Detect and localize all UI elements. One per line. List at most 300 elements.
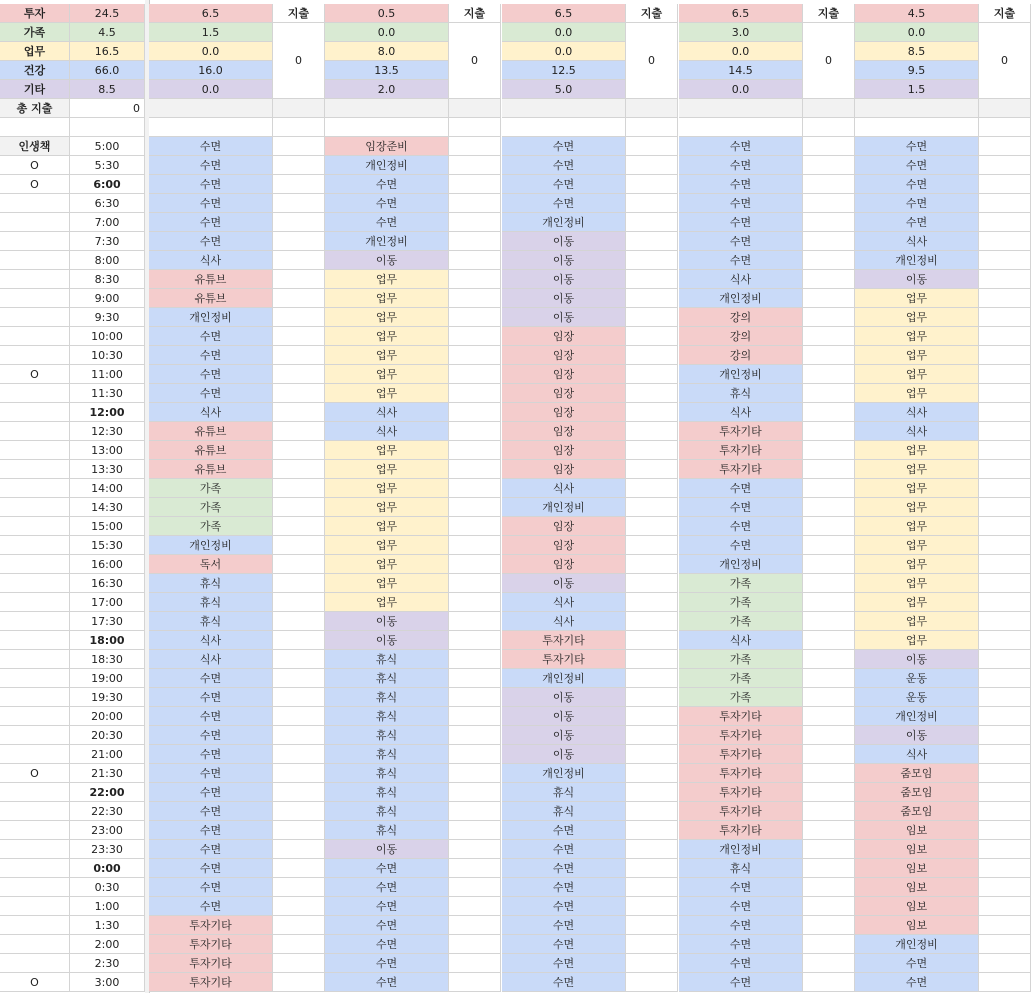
expense-cell-day-4[interactable] <box>979 270 1031 289</box>
activity-cell-day-1[interactable]: 업무 <box>325 365 449 384</box>
expense-cell-day-2[interactable] <box>626 308 678 327</box>
activity-cell-day-2[interactable]: 이동 <box>502 251 626 270</box>
activity-cell-day-2[interactable]: 임장 <box>502 536 626 555</box>
expense-cell-day-4[interactable] <box>979 536 1031 555</box>
activity-cell-day-2[interactable]: 이동 <box>502 707 626 726</box>
expense-cell-day-0[interactable] <box>273 270 325 289</box>
life-book-mark[interactable] <box>0 612 70 631</box>
activity-cell-day-1[interactable]: 업무 <box>325 574 449 593</box>
activity-cell-day-2[interactable]: 이동 <box>502 232 626 251</box>
activity-cell-day-2[interactable]: 수면 <box>502 859 626 878</box>
day-3-category-2[interactable]: 0.0 <box>679 42 803 61</box>
time-slot[interactable]: 18:30 <box>70 650 145 669</box>
expense-cell-day-4[interactable] <box>979 327 1031 346</box>
expense-cell-day-0[interactable] <box>273 783 325 802</box>
expense-cell-day-1[interactable] <box>449 213 501 232</box>
expense-cell-day-2[interactable] <box>626 593 678 612</box>
activity-cell-day-3[interactable]: 개인정비 <box>679 289 803 308</box>
expense-cell-day-3[interactable] <box>803 536 855 555</box>
activity-cell-day-1[interactable]: 수면 <box>325 897 449 916</box>
activity-cell-day-1[interactable]: 수면 <box>325 916 449 935</box>
expense-cell-day-0[interactable] <box>273 498 325 517</box>
expense-cell-day-3[interactable] <box>803 612 855 631</box>
category-label-4[interactable]: 기타 <box>0 80 70 99</box>
activity-cell-day-2[interactable]: 수면 <box>502 973 626 992</box>
activity-cell-day-2[interactable]: 이동 <box>502 574 626 593</box>
expense-cell-day-2[interactable] <box>626 346 678 365</box>
activity-cell-day-4[interactable]: 업무 <box>855 498 979 517</box>
activity-cell-day-1[interactable]: 업무 <box>325 289 449 308</box>
expense-cell-day-3[interactable] <box>803 669 855 688</box>
expense-cell-day-4[interactable] <box>979 175 1031 194</box>
activity-cell-day-2[interactable]: 수면 <box>502 194 626 213</box>
activity-cell-day-2[interactable]: 이동 <box>502 289 626 308</box>
activity-cell-day-1[interactable]: 휴식 <box>325 821 449 840</box>
expense-cell-day-2[interactable] <box>626 517 678 536</box>
life-book-mark[interactable] <box>0 935 70 954</box>
expense-cell-day-0[interactable] <box>273 650 325 669</box>
activity-cell-day-4[interactable]: 업무 <box>855 308 979 327</box>
life-book-mark[interactable] <box>0 916 70 935</box>
expense-cell-day-0[interactable] <box>273 821 325 840</box>
activity-cell-day-4[interactable]: 개인정비 <box>855 935 979 954</box>
activity-cell-day-2[interactable]: 이동 <box>502 308 626 327</box>
total-expense-value[interactable]: 0 <box>70 99 145 118</box>
total-expense-empty-exp-2[interactable] <box>626 99 678 118</box>
activity-cell-day-3[interactable]: 투자기타 <box>679 745 803 764</box>
expense-cell-day-2[interactable] <box>626 821 678 840</box>
expense-cell-day-1[interactable] <box>449 194 501 213</box>
expense-cell-day-0[interactable] <box>273 403 325 422</box>
life-book-mark[interactable] <box>0 194 70 213</box>
expense-cell-day-3[interactable] <box>803 878 855 897</box>
activity-cell-day-2[interactable]: 임장 <box>502 403 626 422</box>
expense-cell-day-0[interactable] <box>273 479 325 498</box>
category-total-2[interactable]: 16.5 <box>70 42 145 61</box>
activity-cell-day-1[interactable]: 업무 <box>325 593 449 612</box>
expense-cell-day-3[interactable] <box>803 954 855 973</box>
life-book-mark[interactable] <box>0 707 70 726</box>
time-slot[interactable]: 16:00 <box>70 555 145 574</box>
category-label-1[interactable]: 가족 <box>0 23 70 42</box>
expense-cell-day-3[interactable] <box>803 289 855 308</box>
activity-cell-day-2[interactable]: 수면 <box>502 878 626 897</box>
activity-cell-day-3[interactable]: 식사 <box>679 631 803 650</box>
expense-cell-day-4[interactable] <box>979 935 1031 954</box>
blank-act-2[interactable] <box>502 118 626 137</box>
activity-cell-day-3[interactable]: 투자기타 <box>679 441 803 460</box>
activity-cell-day-1[interactable]: 식사 <box>325 403 449 422</box>
expense-cell-day-0[interactable] <box>273 916 325 935</box>
expense-cell-day-3[interactable] <box>803 859 855 878</box>
activity-cell-day-1[interactable]: 수면 <box>325 935 449 954</box>
activity-cell-day-0[interactable]: 식사 <box>149 403 273 422</box>
activity-cell-day-4[interactable]: 수면 <box>855 213 979 232</box>
expense-cell-day-0[interactable] <box>273 973 325 992</box>
time-slot[interactable]: 9:30 <box>70 308 145 327</box>
activity-cell-day-1[interactable]: 수면 <box>325 213 449 232</box>
expense-cell-day-0[interactable] <box>273 612 325 631</box>
activity-cell-day-1[interactable]: 수면 <box>325 175 449 194</box>
life-book-mark[interactable] <box>0 593 70 612</box>
expense-cell-day-0[interactable] <box>273 289 325 308</box>
expense-cell-day-0[interactable] <box>273 156 325 175</box>
activity-cell-day-1[interactable]: 업무 <box>325 479 449 498</box>
expense-cell-day-3[interactable] <box>803 802 855 821</box>
activity-cell-day-1[interactable]: 업무 <box>325 270 449 289</box>
expense-cell-day-4[interactable] <box>979 897 1031 916</box>
activity-cell-day-4[interactable]: 개인정비 <box>855 707 979 726</box>
expense-cell-day-3[interactable] <box>803 270 855 289</box>
expense-cell-day-3[interactable] <box>803 403 855 422</box>
time-slot[interactable]: 18:00 <box>70 631 145 650</box>
expense-cell-day-1[interactable] <box>449 650 501 669</box>
activity-cell-day-1[interactable]: 수면 <box>325 954 449 973</box>
activity-cell-day-1[interactable]: 업무 <box>325 441 449 460</box>
activity-cell-day-3[interactable]: 식사 <box>679 270 803 289</box>
time-slot[interactable]: 6:30 <box>70 194 145 213</box>
expense-cell-day-3[interactable] <box>803 840 855 859</box>
expense-value-2[interactable]: 0 <box>626 23 678 99</box>
expense-cell-day-4[interactable] <box>979 574 1031 593</box>
expense-cell-day-3[interactable] <box>803 555 855 574</box>
activity-cell-day-4[interactable]: 수면 <box>855 137 979 156</box>
activity-cell-day-2[interactable]: 이동 <box>502 688 626 707</box>
activity-cell-day-3[interactable]: 수면 <box>679 194 803 213</box>
category-total-3[interactable]: 66.0 <box>70 61 145 80</box>
activity-cell-day-1[interactable]: 개인정비 <box>325 156 449 175</box>
activity-cell-day-3[interactable]: 가족 <box>679 688 803 707</box>
activity-cell-day-3[interactable]: 수면 <box>679 213 803 232</box>
expense-cell-day-2[interactable] <box>626 745 678 764</box>
activity-cell-day-0[interactable]: 유튜브 <box>149 441 273 460</box>
expense-cell-day-1[interactable] <box>449 498 501 517</box>
expense-cell-day-1[interactable] <box>449 631 501 650</box>
expense-cell-day-1[interactable] <box>449 365 501 384</box>
life-book-mark[interactable] <box>0 802 70 821</box>
day-2-category-1[interactable]: 0.0 <box>502 23 626 42</box>
expense-cell-day-2[interactable] <box>626 878 678 897</box>
expense-cell-day-4[interactable] <box>979 726 1031 745</box>
time-slot[interactable]: 5:00 <box>70 137 145 156</box>
time-slot[interactable]: 8:00 <box>70 251 145 270</box>
activity-cell-day-2[interactable]: 임장 <box>502 441 626 460</box>
activity-cell-day-4[interactable]: 이동 <box>855 650 979 669</box>
expense-cell-day-2[interactable] <box>626 460 678 479</box>
life-book-mark[interactable] <box>0 897 70 916</box>
expense-cell-day-2[interactable] <box>626 232 678 251</box>
activity-cell-day-3[interactable]: 수면 <box>679 916 803 935</box>
expense-cell-day-2[interactable] <box>626 802 678 821</box>
activity-cell-day-3[interactable]: 수면 <box>679 935 803 954</box>
activity-cell-day-3[interactable]: 가족 <box>679 574 803 593</box>
activity-cell-day-2[interactable]: 투자기타 <box>502 631 626 650</box>
expense-cell-day-1[interactable] <box>449 384 501 403</box>
expense-cell-day-1[interactable] <box>449 289 501 308</box>
life-book-mark[interactable] <box>0 384 70 403</box>
category-total-1[interactable]: 4.5 <box>70 23 145 42</box>
expense-cell-day-2[interactable] <box>626 327 678 346</box>
activity-cell-day-3[interactable]: 수면 <box>679 137 803 156</box>
time-slot[interactable]: 19:30 <box>70 688 145 707</box>
expense-cell-day-4[interactable] <box>979 916 1031 935</box>
expense-cell-day-1[interactable] <box>449 821 501 840</box>
expense-cell-day-4[interactable] <box>979 821 1031 840</box>
day-1-category-4[interactable]: 2.0 <box>325 80 449 99</box>
activity-cell-day-0[interactable]: 가족 <box>149 479 273 498</box>
time-slot[interactable]: 8:30 <box>70 270 145 289</box>
expense-cell-day-4[interactable] <box>979 346 1031 365</box>
expense-cell-day-1[interactable] <box>449 859 501 878</box>
time-slot[interactable]: 2:30 <box>70 954 145 973</box>
blank-exp-3[interactable] <box>803 118 855 137</box>
time-slot[interactable]: 1:00 <box>70 897 145 916</box>
expense-cell-day-4[interactable] <box>979 859 1031 878</box>
activity-cell-day-2[interactable]: 임장 <box>502 384 626 403</box>
activity-cell-day-0[interactable]: 가족 <box>149 498 273 517</box>
time-slot[interactable]: 21:00 <box>70 745 145 764</box>
time-slot[interactable]: 12:30 <box>70 422 145 441</box>
activity-cell-day-2[interactable]: 임장 <box>502 422 626 441</box>
activity-cell-day-1[interactable]: 업무 <box>325 536 449 555</box>
expense-cell-day-3[interactable] <box>803 764 855 783</box>
expense-cell-day-0[interactable] <box>273 593 325 612</box>
expense-cell-day-3[interactable] <box>803 156 855 175</box>
activity-cell-day-3[interactable]: 투자기타 <box>679 460 803 479</box>
life-book-mark[interactable]: O <box>0 156 70 175</box>
blank-exp-2[interactable] <box>626 118 678 137</box>
life-book-mark[interactable] <box>0 574 70 593</box>
activity-cell-day-1[interactable]: 휴식 <box>325 802 449 821</box>
day-3-category-1[interactable]: 3.0 <box>679 23 803 42</box>
total-expense-empty-exp-3[interactable] <box>803 99 855 118</box>
expense-cell-day-4[interactable] <box>979 156 1031 175</box>
time-slot[interactable]: 7:00 <box>70 213 145 232</box>
expense-cell-day-4[interactable] <box>979 422 1031 441</box>
blank-row-a[interactable] <box>0 118 70 137</box>
expense-cell-day-1[interactable] <box>449 137 501 156</box>
activity-cell-day-4[interactable]: 줌모임 <box>855 802 979 821</box>
activity-cell-day-1[interactable]: 수면 <box>325 973 449 992</box>
life-book-mark[interactable] <box>0 878 70 897</box>
time-slot[interactable]: 3:00 <box>70 973 145 992</box>
expense-cell-day-1[interactable] <box>449 707 501 726</box>
expense-cell-day-2[interactable] <box>626 194 678 213</box>
activity-cell-day-4[interactable]: 이동 <box>855 270 979 289</box>
expense-cell-day-2[interactable] <box>626 251 678 270</box>
day-1-category-1[interactable]: 0.0 <box>325 23 449 42</box>
expense-cell-day-2[interactable] <box>626 536 678 555</box>
activity-cell-day-1[interactable]: 이동 <box>325 251 449 270</box>
activity-cell-day-0[interactable]: 수면 <box>149 859 273 878</box>
expense-cell-day-2[interactable] <box>626 384 678 403</box>
activity-cell-day-1[interactable]: 업무 <box>325 327 449 346</box>
day-2-category-3[interactable]: 12.5 <box>502 61 626 80</box>
category-label-3[interactable]: 건강 <box>0 61 70 80</box>
expense-cell-day-1[interactable] <box>449 441 501 460</box>
expense-cell-day-3[interactable] <box>803 422 855 441</box>
activity-cell-day-2[interactable]: 수면 <box>502 954 626 973</box>
life-book-mark[interactable]: O <box>0 365 70 384</box>
time-slot[interactable]: 13:30 <box>70 460 145 479</box>
expense-cell-day-4[interactable] <box>979 441 1031 460</box>
expense-cell-day-1[interactable] <box>449 175 501 194</box>
time-slot[interactable]: 20:00 <box>70 707 145 726</box>
expense-cell-day-0[interactable] <box>273 897 325 916</box>
expense-cell-day-3[interactable] <box>803 897 855 916</box>
expense-cell-day-0[interactable] <box>273 707 325 726</box>
blank-row-b[interactable] <box>70 118 145 137</box>
life-book-mark[interactable] <box>0 840 70 859</box>
expense-cell-day-3[interactable] <box>803 783 855 802</box>
expense-cell-day-2[interactable] <box>626 403 678 422</box>
expense-cell-day-4[interactable] <box>979 631 1031 650</box>
activity-cell-day-3[interactable]: 식사 <box>679 403 803 422</box>
time-slot[interactable]: 15:30 <box>70 536 145 555</box>
activity-cell-day-1[interactable]: 수면 <box>325 859 449 878</box>
expense-cell-day-3[interactable] <box>803 650 855 669</box>
activity-cell-day-2[interactable]: 식사 <box>502 612 626 631</box>
activity-cell-day-3[interactable]: 휴식 <box>679 859 803 878</box>
day-1-category-3[interactable]: 13.5 <box>325 61 449 80</box>
activity-cell-day-0[interactable]: 수면 <box>149 213 273 232</box>
expense-cell-day-1[interactable] <box>449 270 501 289</box>
life-book-mark[interactable] <box>0 783 70 802</box>
expense-cell-day-4[interactable] <box>979 764 1031 783</box>
expense-cell-day-1[interactable] <box>449 536 501 555</box>
activity-cell-day-3[interactable]: 수면 <box>679 498 803 517</box>
activity-cell-day-4[interactable]: 업무 <box>855 593 979 612</box>
expense-cell-day-4[interactable] <box>979 365 1031 384</box>
activity-cell-day-2[interactable]: 임장 <box>502 346 626 365</box>
activity-cell-day-3[interactable]: 가족 <box>679 593 803 612</box>
time-slot[interactable]: 15:00 <box>70 517 145 536</box>
life-book-label[interactable]: 인생책 <box>0 137 70 156</box>
expense-cell-day-3[interactable] <box>803 479 855 498</box>
activity-cell-day-4[interactable]: 업무 <box>855 327 979 346</box>
expense-header-1[interactable]: 지출 <box>449 4 501 23</box>
expense-cell-day-1[interactable] <box>449 555 501 574</box>
blank-exp-1[interactable] <box>449 118 501 137</box>
day-2-category-0[interactable]: 6.5 <box>502 4 626 23</box>
life-book-mark[interactable] <box>0 270 70 289</box>
activity-cell-day-0[interactable]: 식사 <box>149 650 273 669</box>
expense-cell-day-1[interactable] <box>449 460 501 479</box>
activity-cell-day-1[interactable]: 휴식 <box>325 669 449 688</box>
activity-cell-day-2[interactable]: 이동 <box>502 726 626 745</box>
expense-cell-day-0[interactable] <box>273 422 325 441</box>
total-expense-empty-3[interactable] <box>679 99 803 118</box>
expense-cell-day-1[interactable] <box>449 916 501 935</box>
expense-cell-day-4[interactable] <box>979 745 1031 764</box>
time-slot[interactable]: 14:30 <box>70 498 145 517</box>
day-0-category-3[interactable]: 16.0 <box>149 61 273 80</box>
activity-cell-day-4[interactable]: 운동 <box>855 669 979 688</box>
activity-cell-day-1[interactable]: 임장준비 <box>325 137 449 156</box>
activity-cell-day-3[interactable]: 투자기타 <box>679 707 803 726</box>
activity-cell-day-2[interactable]: 투자기타 <box>502 650 626 669</box>
expense-cell-day-2[interactable] <box>626 555 678 574</box>
expense-cell-day-3[interactable] <box>803 327 855 346</box>
expense-cell-day-1[interactable] <box>449 574 501 593</box>
activity-cell-day-3[interactable]: 수면 <box>679 536 803 555</box>
expense-cell-day-3[interactable] <box>803 726 855 745</box>
expense-cell-day-4[interactable] <box>979 137 1031 156</box>
activity-cell-day-2[interactable]: 수면 <box>502 137 626 156</box>
activity-cell-day-1[interactable]: 업무 <box>325 346 449 365</box>
day-0-category-4[interactable]: 0.0 <box>149 80 273 99</box>
expense-cell-day-4[interactable] <box>979 878 1031 897</box>
total-expense-label[interactable]: 총 지출 <box>0 99 70 118</box>
activity-cell-day-1[interactable]: 휴식 <box>325 707 449 726</box>
expense-cell-day-4[interactable] <box>979 802 1031 821</box>
activity-cell-day-1[interactable]: 업무 <box>325 308 449 327</box>
expense-cell-day-1[interactable] <box>449 954 501 973</box>
expense-cell-day-1[interactable] <box>449 726 501 745</box>
expense-value-3[interactable]: 0 <box>803 23 855 99</box>
activity-cell-day-3[interactable]: 투자기타 <box>679 764 803 783</box>
activity-cell-day-4[interactable]: 수면 <box>855 156 979 175</box>
activity-cell-day-0[interactable]: 수면 <box>149 745 273 764</box>
time-slot[interactable]: 10:00 <box>70 327 145 346</box>
expense-cell-day-1[interactable] <box>449 935 501 954</box>
activity-cell-day-0[interactable]: 가족 <box>149 517 273 536</box>
activity-cell-day-0[interactable]: 수면 <box>149 821 273 840</box>
expense-cell-day-2[interactable] <box>626 935 678 954</box>
expense-cell-day-4[interactable] <box>979 213 1031 232</box>
activity-cell-day-3[interactable]: 강의 <box>679 346 803 365</box>
activity-cell-day-4[interactable]: 업무 <box>855 289 979 308</box>
expense-cell-day-0[interactable] <box>273 251 325 270</box>
expense-cell-day-2[interactable] <box>626 764 678 783</box>
time-slot[interactable]: 0:30 <box>70 878 145 897</box>
expense-cell-day-1[interactable] <box>449 897 501 916</box>
expense-cell-day-0[interactable] <box>273 137 325 156</box>
day-2-category-4[interactable]: 5.0 <box>502 80 626 99</box>
activity-cell-day-1[interactable]: 업무 <box>325 517 449 536</box>
activity-cell-day-0[interactable]: 수면 <box>149 194 273 213</box>
life-book-mark[interactable] <box>0 479 70 498</box>
time-slot[interactable]: 13:00 <box>70 441 145 460</box>
activity-cell-day-4[interactable]: 임보 <box>855 916 979 935</box>
time-slot[interactable]: 10:30 <box>70 346 145 365</box>
expense-cell-day-2[interactable] <box>626 840 678 859</box>
expense-cell-day-3[interactable] <box>803 973 855 992</box>
expense-cell-day-4[interactable] <box>979 251 1031 270</box>
expense-cell-day-0[interactable] <box>273 194 325 213</box>
expense-cell-day-2[interactable] <box>626 954 678 973</box>
activity-cell-day-4[interactable]: 업무 <box>855 384 979 403</box>
expense-cell-day-0[interactable] <box>273 726 325 745</box>
expense-cell-day-0[interactable] <box>273 232 325 251</box>
expense-cell-day-3[interactable] <box>803 460 855 479</box>
activity-cell-day-0[interactable]: 수면 <box>149 840 273 859</box>
activity-cell-day-4[interactable]: 임보 <box>855 897 979 916</box>
activity-cell-day-2[interactable]: 수면 <box>502 935 626 954</box>
activity-cell-day-0[interactable]: 휴식 <box>149 574 273 593</box>
activity-cell-day-0[interactable]: 투자기타 <box>149 916 273 935</box>
activity-cell-day-3[interactable]: 수면 <box>679 156 803 175</box>
expense-cell-day-1[interactable] <box>449 308 501 327</box>
expense-cell-day-2[interactable] <box>626 365 678 384</box>
activity-cell-day-0[interactable]: 수면 <box>149 137 273 156</box>
blank-act-1[interactable] <box>325 118 449 137</box>
expense-cell-day-3[interactable] <box>803 308 855 327</box>
activity-cell-day-0[interactable]: 수면 <box>149 669 273 688</box>
expense-value-1[interactable]: 0 <box>449 23 501 99</box>
life-book-mark[interactable] <box>0 422 70 441</box>
activity-cell-day-0[interactable]: 수면 <box>149 384 273 403</box>
